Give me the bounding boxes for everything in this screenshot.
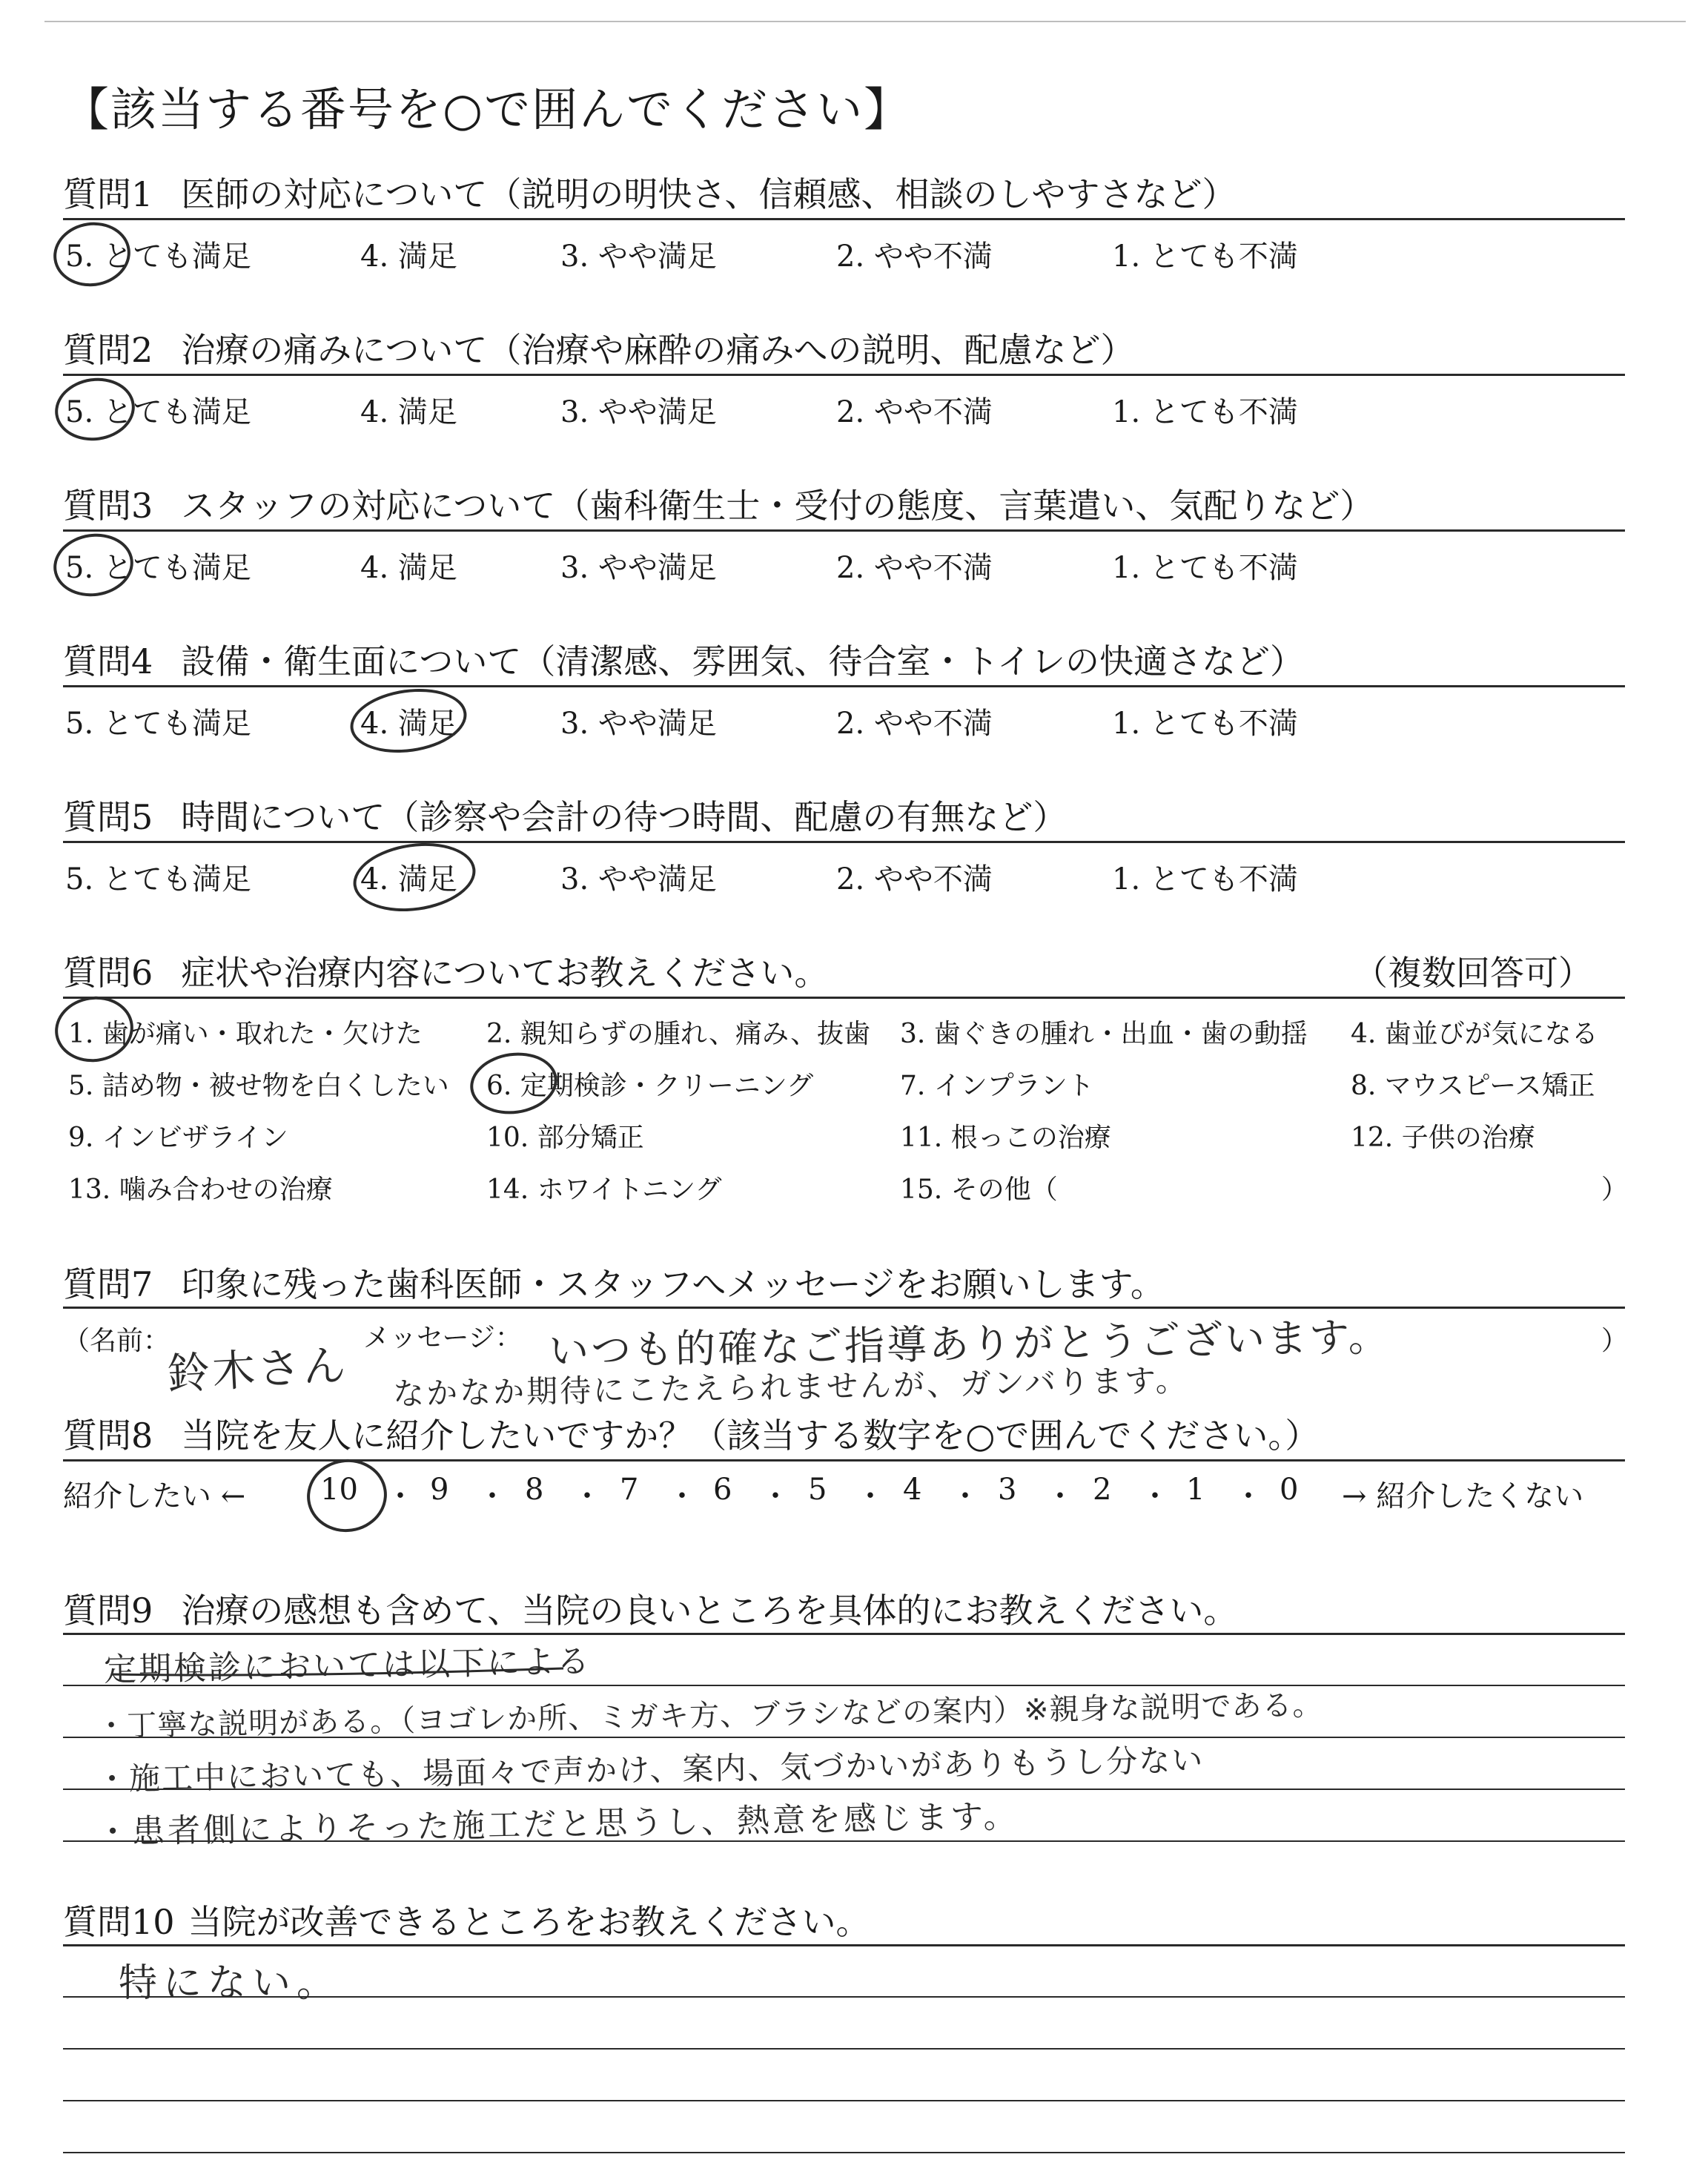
q10-answer: 特にない。 — [119, 1961, 342, 2006]
q5-option-4[interactable]: 4. 満足 — [360, 862, 457, 896]
question-4-rule — [63, 685, 1625, 687]
q3-selection-circle — [50, 529, 138, 601]
q2-option-2[interactable]: 2. やや不満 — [836, 395, 993, 429]
q6-item-7[interactable]: 7. インプラント — [900, 1071, 1094, 1101]
q1-option-5[interactable]: 5. とても満足 — [65, 240, 251, 274]
question-6-rule — [63, 997, 1625, 999]
q9-answer-line-4: ・患者側によりそった施工だと思うし、熱意を感じます。 — [96, 1797, 1019, 1852]
q8-number-4[interactable]: 4 — [903, 1473, 922, 1507]
q4-option-3[interactable]: 3. やや満足 — [560, 707, 717, 741]
q8-dot: ・ — [572, 1479, 602, 1513]
q6-item-6-selection-circle — [466, 1047, 561, 1120]
question-7-rule — [63, 1307, 1625, 1309]
question-10 — [63, 1895, 870, 1944]
q7-name-answer: 鈴木さん — [165, 1339, 349, 1400]
q1-option-2[interactable]: 2. やや不満 — [836, 240, 993, 274]
q4-option-2[interactable]: 2. やや不満 — [836, 707, 993, 741]
question-10-rule — [63, 1944, 1625, 1946]
q4-option-1[interactable]: 1. とても不満 — [1112, 707, 1298, 741]
question-9 — [63, 1584, 1237, 1633]
question-4 — [63, 635, 1304, 684]
q8-number-10[interactable]: 10 — [320, 1473, 358, 1507]
q5-option-1[interactable]: 1. とても不満 — [1112, 862, 1298, 896]
q8-right-label: → 紹介したくない — [1342, 1479, 1584, 1513]
question-2 — [63, 323, 1134, 372]
question-5-label: 質問5 — [63, 797, 153, 837]
q8-number-9[interactable]: 9 — [430, 1473, 449, 1507]
q8-dot: ・ — [1140, 1479, 1170, 1513]
question-3-text: スタッフの対応について（歯科衛生士・受付の態度、言葉遣い、気配りなど） — [181, 486, 1374, 526]
q6-item-10[interactable]: 10. 部分矯正 — [486, 1123, 644, 1153]
q6-item-6[interactable]: 6. 定期検診・クリーニング — [486, 1071, 814, 1101]
question-6 — [63, 946, 828, 995]
q7-close-paren: ） — [1601, 1326, 1629, 1356]
q8-number-7[interactable]: 7 — [620, 1473, 639, 1507]
question-1-rule — [63, 218, 1625, 220]
q3-option-3[interactable]: 3. やや満足 — [560, 551, 717, 585]
q2-option-5[interactable]: 5. とても満足 — [65, 395, 251, 429]
q6-item-12[interactable]: 12. 子供の治療 — [1351, 1123, 1535, 1153]
q8-dot: ・ — [1234, 1479, 1263, 1513]
q6-item-1-selection-circle — [50, 991, 137, 1067]
q1-option-4[interactable]: 4. 満足 — [360, 240, 457, 274]
q2-option-4[interactable]: 4. 満足 — [360, 395, 457, 429]
question-5-rule — [63, 841, 1625, 843]
q5-option-3[interactable]: 3. やや満足 — [560, 862, 717, 896]
q6-item-8[interactable]: 8. マウスピース矯正 — [1351, 1071, 1595, 1101]
q8-dot: ・ — [385, 1479, 415, 1513]
q6-item-9[interactable]: 9. インビザライン — [68, 1123, 288, 1153]
question-3 — [63, 479, 1374, 528]
q8-selection-circle — [302, 1454, 392, 1537]
q1-option-3[interactable]: 3. やや満足 — [560, 240, 717, 274]
q8-number-6[interactable]: 6 — [713, 1473, 732, 1507]
q8-dot: ・ — [477, 1479, 507, 1513]
q8-number-2[interactable]: 2 — [1093, 1473, 1112, 1507]
question-3-rule — [63, 529, 1625, 532]
q6-item-5[interactable]: 5. 詰め物・被せ物を白くしたい — [68, 1071, 449, 1101]
q2-selection-circle — [51, 373, 139, 446]
q7-name-label: （名前： — [63, 1326, 171, 1356]
q8-number-0[interactable]: 0 — [1280, 1473, 1299, 1507]
question-2-text: 治療の痛みについて（治療や麻酔の痛みへの説明、配慮など） — [181, 330, 1135, 370]
q4-option-5[interactable]: 5. とても満足 — [65, 707, 251, 741]
q6-item-2[interactable]: 2. 親知らずの腫れ、痛み、抜歯 — [486, 1019, 871, 1049]
q9-answer-line-1: 定期検診においては以下による — [103, 1642, 592, 1689]
question-8-text: 当院を友人に紹介したいですか？（該当する数字を○で囲んでください。） — [181, 1416, 1320, 1456]
q8-number-5[interactable]: 5 — [808, 1473, 827, 1507]
q8-dot: ・ — [1045, 1479, 1075, 1513]
q5-selection-circle — [349, 836, 480, 919]
q5-option-5[interactable]: 5. とても満足 — [65, 862, 251, 896]
question-10-text: 当院が改善できるところをお教えください。 — [188, 1902, 870, 1942]
question-5-text: 時間について（診察や会計の待つ時間、配慮の有無など） — [181, 797, 1068, 837]
q8-number-8[interactable]: 8 — [525, 1473, 544, 1507]
top-edge-line — [44, 21, 1686, 22]
q7-message-line-1: いつも的確なご指導ありがとうございます。 — [548, 1313, 1391, 1375]
question-2-label: 質問2 — [63, 330, 153, 370]
q6-item-14[interactable]: 14. ホワイトニング — [486, 1175, 722, 1205]
answer-line — [63, 2048, 1625, 2050]
q8-number-3[interactable]: 3 — [998, 1473, 1017, 1507]
q8-dot: ・ — [667, 1479, 697, 1513]
question-8 — [63, 1409, 1319, 1458]
q6-item-3[interactable]: 3. 歯ぐきの腫れ・出血・歯の動揺 — [900, 1019, 1308, 1049]
question-7-label: 質問7 — [63, 1264, 153, 1304]
question-8-label: 質問8 — [63, 1416, 153, 1456]
q2-option-3[interactable]: 3. やや満足 — [560, 395, 717, 429]
q3-option-4[interactable]: 4. 満足 — [360, 551, 457, 585]
question-1-label: 質問1 — [63, 174, 153, 214]
question-9-text: 治療の感想も含めて、当院の良いところを具体的にお教えください。 — [181, 1591, 1238, 1631]
q6-item-1[interactable]: 1. 歯が痛い・取れた・欠けた — [68, 1019, 423, 1049]
q8-dot: ・ — [855, 1479, 885, 1513]
q6-item-11[interactable]: 11. 根っこの治療 — [900, 1123, 1111, 1153]
q6-item-4[interactable]: 4. 歯並びが気になる — [1351, 1019, 1598, 1049]
q1-selection-circle — [50, 217, 135, 291]
q3-option-5[interactable]: 5. とても満足 — [65, 551, 251, 585]
question-8-rule — [63, 1459, 1625, 1462]
question-6-note: （複数回答可） — [1354, 953, 1592, 993]
answer-line — [63, 2152, 1625, 2153]
q9-answer-line-2: ・丁寧な説明がある。（ヨゴレか所、ミガキ方、ブラシなどの案内）※親身な説明である。 — [96, 1688, 1323, 1744]
question-2-rule — [63, 374, 1625, 376]
q8-dot: ・ — [950, 1479, 980, 1513]
question-7-text: 印象に残った歯科医師・スタッフへメッセージをお願いします。 — [181, 1264, 1165, 1304]
q6-item-15-close: ） — [1601, 1175, 1629, 1205]
q8-left-label: 紹介したい ← — [63, 1479, 246, 1513]
q9-answer-line-3: ・施工中においても、場面々で声かけ、案内、気づかいがありもうし分ない — [96, 1741, 1205, 1798]
question-6-label: 質問6 — [63, 953, 153, 993]
q4-option-4[interactable]: 4. 満足 — [360, 707, 457, 741]
question-9-rule — [63, 1633, 1625, 1635]
page-title: 【該当する番号を○で囲んでください】 — [63, 82, 912, 136]
q5-option-2[interactable]: 2. やや不満 — [836, 862, 993, 896]
question-9-label: 質問9 — [63, 1591, 153, 1631]
q3-option-2[interactable]: 2. やや不満 — [836, 551, 993, 585]
answer-line — [63, 2100, 1625, 2101]
q6-item-13[interactable]: 13. 噛み合わせの治療 — [68, 1175, 333, 1205]
q3-option-1[interactable]: 1. とても不満 — [1112, 551, 1298, 585]
q1-option-1[interactable]: 1. とても不満 — [1112, 240, 1298, 274]
question-6-text: 症状や治療内容についてお教えください。 — [181, 953, 829, 993]
question-7 — [63, 1258, 1165, 1307]
q8-dot: ・ — [761, 1479, 790, 1513]
question-10-label: 質問10 — [63, 1902, 175, 1942]
q7-message-line-2: なかなか期待にこたえられませんが、ガンバります。 — [392, 1361, 1190, 1413]
question-4-text: 設備・衛生面について（清潔感、雰囲気、待合室・トイレの快適さなど） — [181, 641, 1305, 681]
q7-message-label: メッセージ： — [363, 1323, 522, 1353]
q8-number-1[interactable]: 1 — [1186, 1473, 1205, 1507]
q6-item-15[interactable]: 15. その他（ — [900, 1175, 1058, 1205]
question-4-label: 質問4 — [63, 641, 153, 681]
question-3-label: 質問3 — [63, 486, 153, 526]
q4-selection-circle — [346, 681, 471, 759]
question-5 — [63, 790, 1067, 839]
q2-option-1[interactable]: 1. とても不満 — [1112, 395, 1298, 429]
question-1 — [63, 168, 1237, 217]
question-1-text: 医師の対応について（説明の明快さ、信頼感、相談のしやすさなど） — [181, 174, 1237, 214]
